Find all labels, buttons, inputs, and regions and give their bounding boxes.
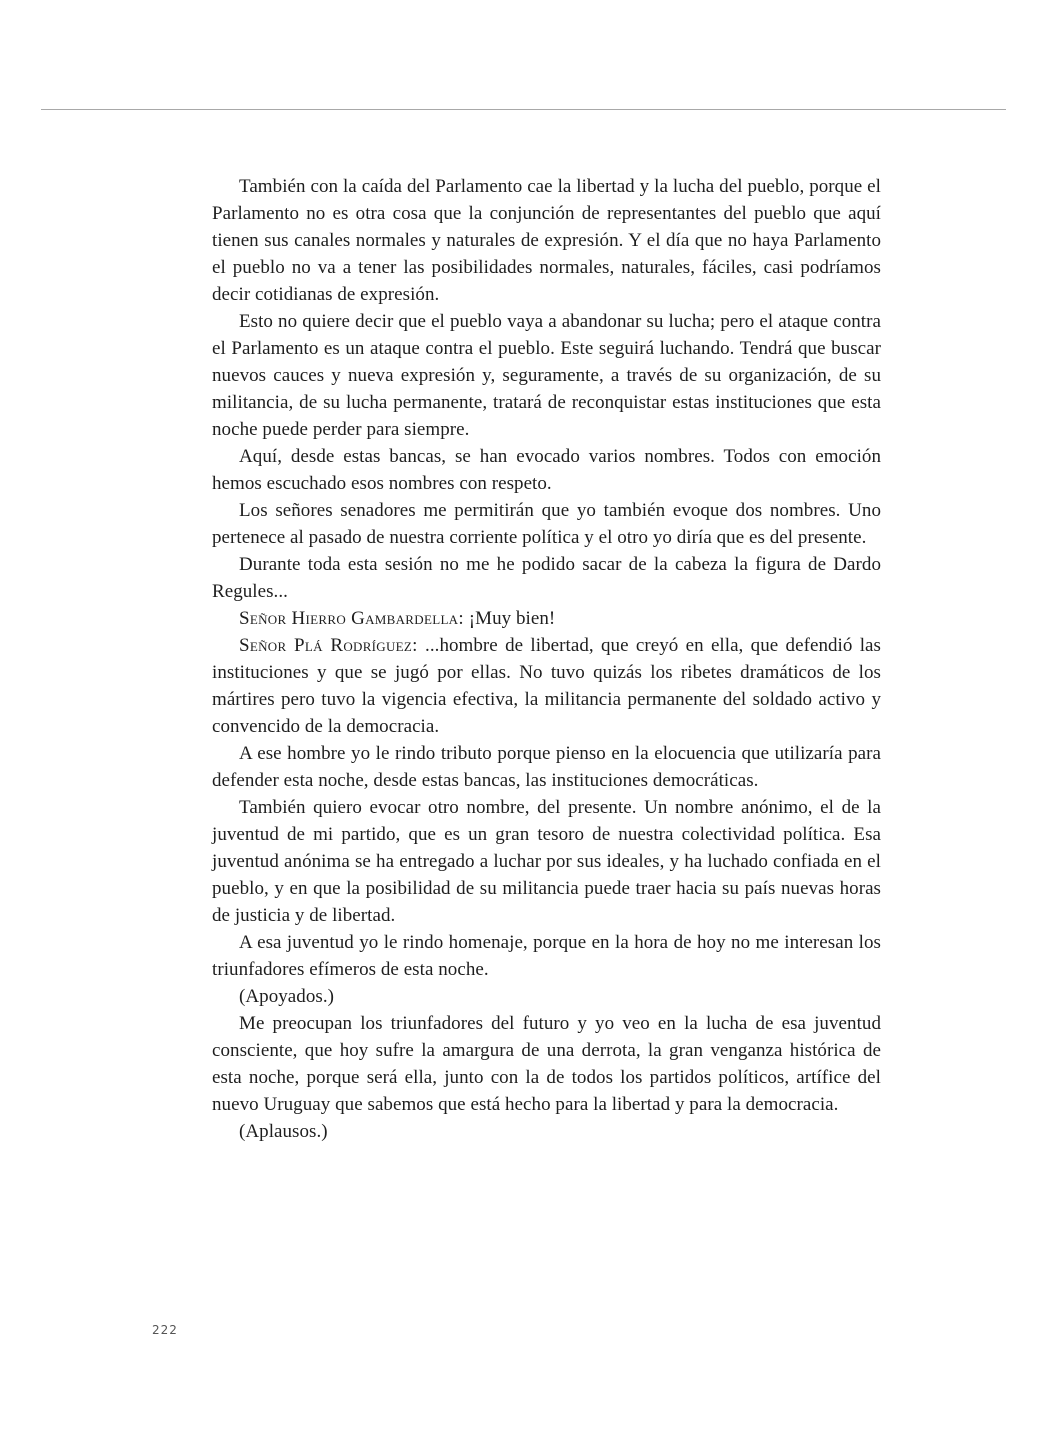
speaker-paragraph	[212, 632, 881, 740]
paragraph: También quiero evocar otro nombre, del presente. Un nombre anónimo, el de la juventud de mi partido, que es un gran tesoro de nuestra colectividad política. Esa juventud anónima se ha entregado a luchar por sus ideales, y ha luchado confiada en el pueblo, y en que la posibilidad de su militancia puede traer hacia su país nuevas horas de justicia y de libertad.	[212, 797, 881, 926]
speaker-paragraph	[212, 605, 881, 632]
speaker-name: Señor Plá Rodríguez:	[239, 635, 418, 656]
paragraph: Aquí, desde estas bancas, se han evocado varios nombres. Todos con emoción hemos escuchado esos nombres con respeto.	[212, 446, 881, 494]
stage-direction: (Aplausos.)	[239, 1121, 328, 1142]
stage-direction: (Apoyados.)	[239, 986, 335, 1007]
paragraph: Esto no quiere decir que el pueblo vaya a abandonar su lucha; pero el ataque contra el Parlamento es un ataque contra el pueblo. Este seguirá luchando. Tendrá que buscar nuevos cauces y nueva expresión y, seguramente, a través de su organización, de su militancia, de su lucha permanente, tratará de reconquistar estas instituciones que esta noche puede perder para siempre.	[212, 311, 881, 440]
paragraph: Durante toda esta sesión no me he podido sacar de la cabeza la figura de Dardo Regules...	[212, 554, 881, 602]
speech-text: ¡Muy bien!	[463, 608, 556, 629]
paragraph: Me preocupan los triunfadores del futuro y yo veo en la lucha de esa juventud consciente, que hoy sufre la amargura de una derrota, la gran venganza histórica de esta noche, porque será ella, junto con la de todos los partidos políticos, artífice del nuevo Uruguay que sabemos que está hecho para la libertad y para la democracia.	[212, 1013, 881, 1115]
speech-text: ...hombre de libertad, que creyó en ella, que defendió las instituciones y que se jugó por ellas. No tuvo quizás los ribetes dramáticos de los mártires pero tuvo la vigencia efectiva, la militancia permanente del soldado activo y convencido de la democracia.	[212, 635, 881, 737]
page-number: 222	[152, 1323, 178, 1337]
header-rule	[41, 109, 1006, 110]
paragraph: A esa juventud yo le rindo homenaje, porque en la hora de hoy no me interesan los triunfadores efímeros de esta noche.	[212, 932, 881, 980]
paragraph: A ese hombre yo le rindo tributo porque pienso en la elocuencia que utilizaría para defender esta noche, desde estas bancas, las instituciones democráticas.	[212, 743, 881, 791]
paragraph: Los señores senadores me permitirán que yo también evoque dos nombres. Uno pertenece al pasado de nuestra corriente política y el otro yo diría que es del presente.	[212, 500, 881, 548]
speaker-name: Señor Hierro Gambardella:	[239, 608, 464, 629]
body-text	[212, 173, 881, 1145]
paragraph: También con la caída del Parlamento cae la libertad y la lucha del pueblo, porque el Parlamento no es otra cosa que la conjunción de representantes del pueblo que aquí tienen sus canales normales y naturales de expresión. Y el día que no haya Parlamento el pueblo no va a tener las posibilidades normales, naturales, fáciles, casi podríamos decir cotidianas de expresión.	[212, 176, 881, 305]
